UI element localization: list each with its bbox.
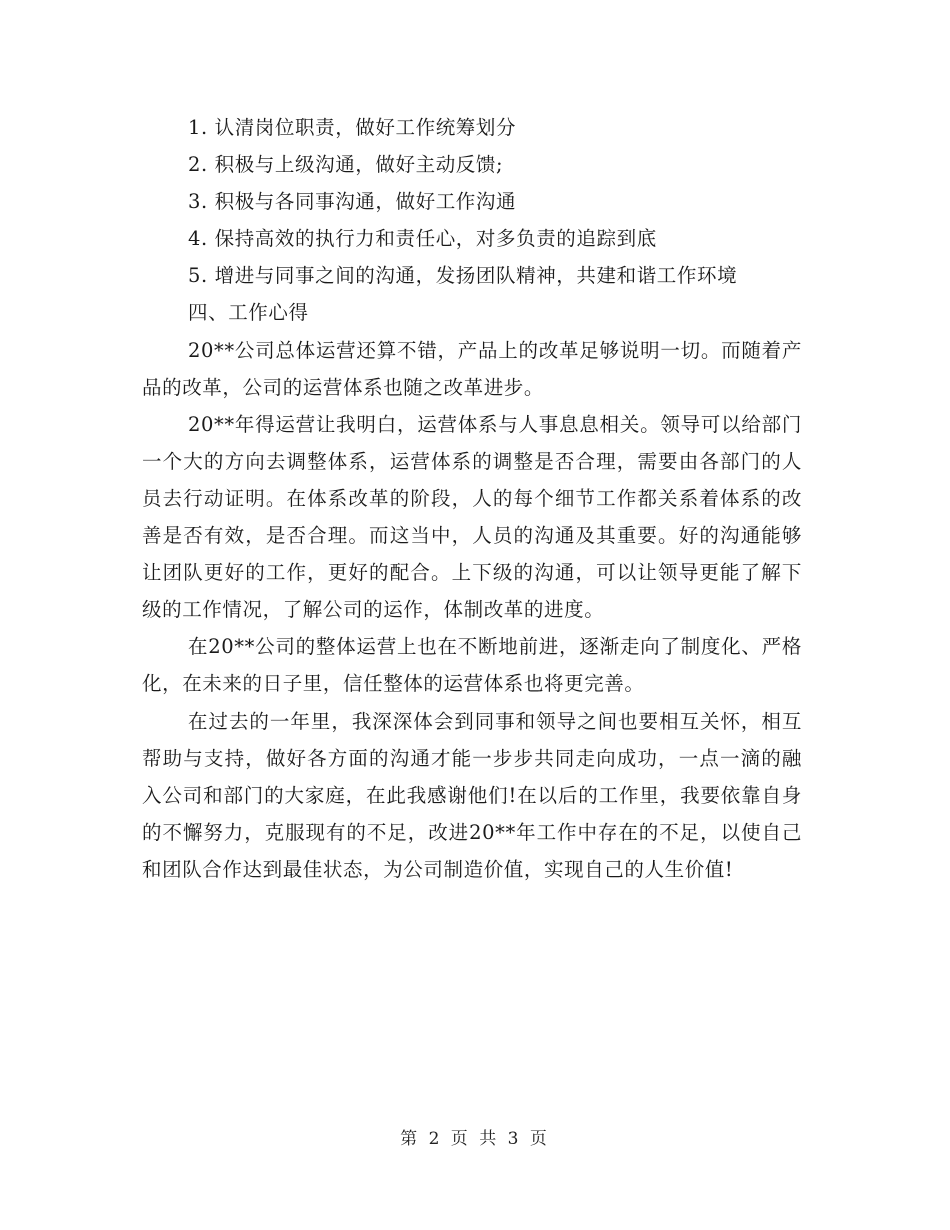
paragraph: 在20**公司的整体运营上也在不断地前进，逐渐走向了制度化、严格化，在未来的日子里，信任整体的运营体系也将更完善。 bbox=[142, 635, 802, 696]
list-item: 4. 保持高效的执行力和责任心，对多负责的追踪到底 bbox=[188, 227, 657, 251]
paragraph: 在过去的一年里，我深深体会到同事和领导之间也要相互关怀，相互帮助与支持，做好各方面的沟通才能一步步共同走向成功，一点一滴的融入公司和部门的大家庭，在此我感谢他们!在以后的工作里，我要依靠自身的不懈努力，克服现有的不足，改进20**年工作中存在的不足，以使自己和团队合作达到最佳状态，为公司制造价值，实现自己的人生价值! bbox=[142, 709, 802, 881]
paragraph: 20**公司总体运营还算不错，产品上的改革足够说明一切。而随着产品的改革，公司的运营体系也随之改革进步。 bbox=[142, 338, 802, 399]
page-number-footer: 第 2 页 共 3 页 bbox=[400, 1129, 550, 1149]
list-item: 5. 增进与同事之间的沟通，发扬团队精神，共建和谐工作环境 bbox=[188, 264, 738, 288]
list-item: 3. 积极与各同事沟通，做好工作沟通 bbox=[188, 190, 517, 214]
paragraph: 20**年得运营让我明白，运营体系与人事息息相关。领导可以给部门一个大的方向去调整体系，运营体系的调整是否合理，需要由各部门的人员去行动证明。在体系改革的阶段，人的每个细节工作都关系着体系的改善是否有效，是否合理。而这当中，人员的沟通及其重要。好的沟通能够让团队更好的工作，更好的配合。上下级的沟通，可以让领导更能了解下级的工作情况，了解公司的运作，体制改革的进度。 bbox=[142, 412, 802, 622]
section-heading: 四、工作心得 bbox=[188, 301, 309, 325]
document-body bbox=[142, 109, 802, 888]
list-item: 1. 认清岗位职责，做好工作统筹划分 bbox=[188, 116, 517, 139]
list-item: 2. 积极与上级沟通，做好主动反馈; bbox=[188, 153, 504, 177]
